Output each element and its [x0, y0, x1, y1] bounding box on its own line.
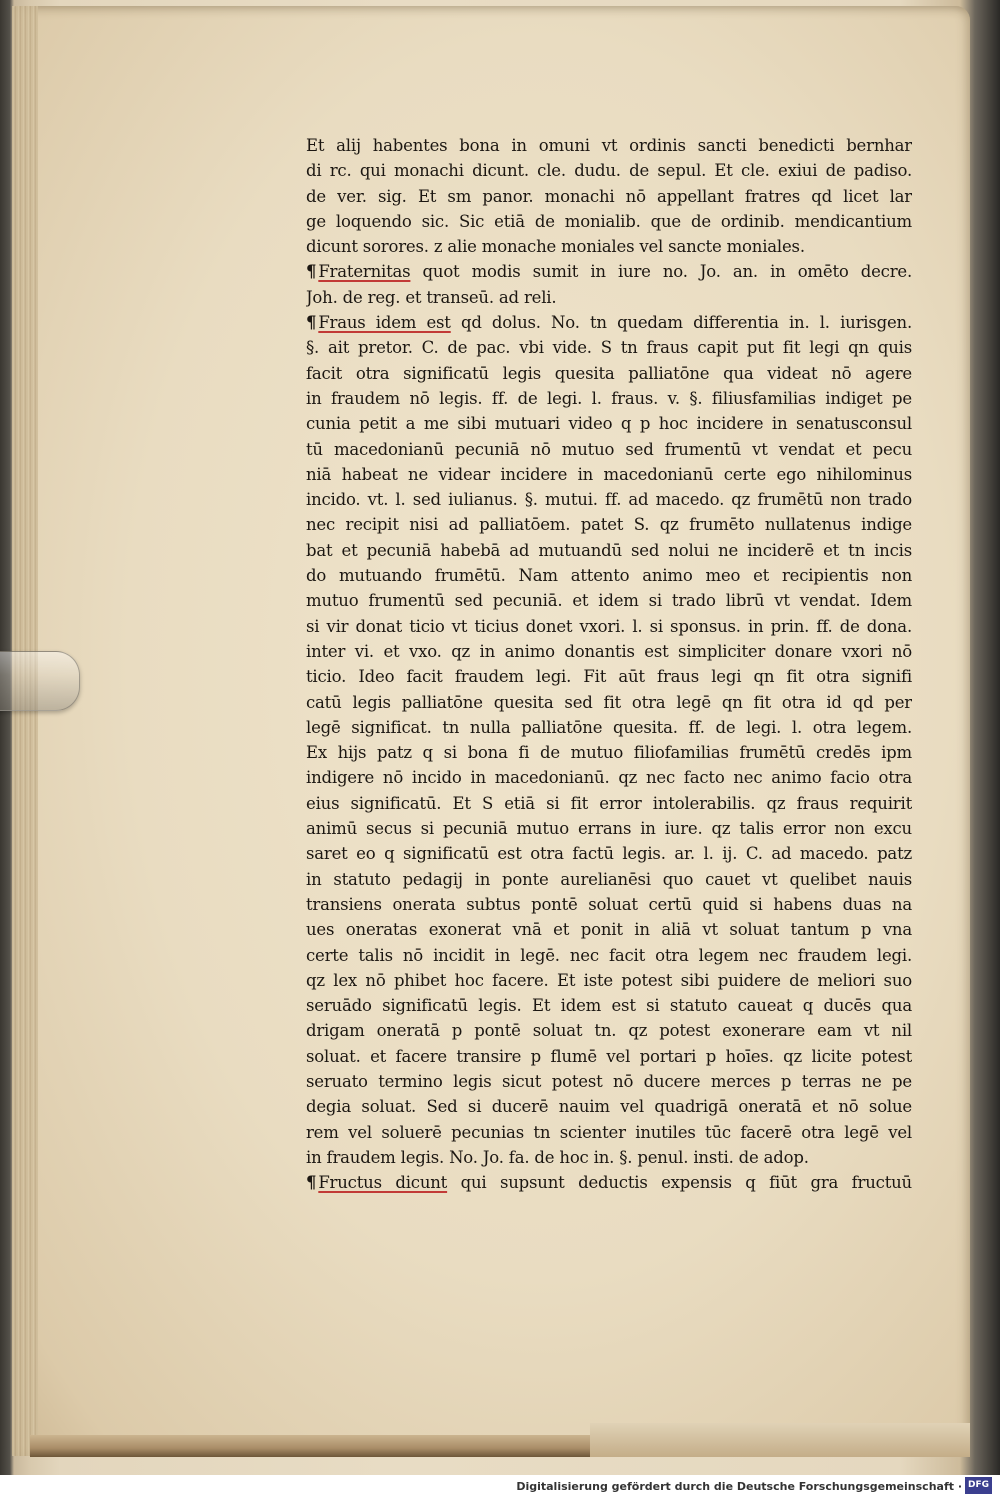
- text-line: [306, 386, 912, 411]
- line-text: catū legis palliatōne quesita sed fit otra legē qn fit otra id qd per: [306, 692, 912, 712]
- line-text: animū secus si pecuniā mutuo errans in iure. qz talis error non excu: [306, 819, 912, 839]
- line-text: de ver. sig. Et sm panor. monachi nō appellant fratres qd licet lar: [306, 186, 912, 206]
- text-line: [306, 968, 912, 993]
- text-line: [306, 664, 912, 689]
- line-text: bat et pecuniā habebā ad mutuandū sed nolui ne inciderē et tn incis: [306, 540, 912, 560]
- line-text: rem vel soluerē pecunias tn scienter inutiles tūc facerē otra legē vel: [306, 1122, 912, 1142]
- line-text: in fraudem nō legis. ff. de legi. l. fraus. v. §. filiusfamilias indiget pe: [306, 388, 912, 408]
- text-line: [306, 538, 912, 563]
- text-line: [306, 816, 912, 841]
- line-text: quot modis sumit in iure no. Jo. an. in omēto decre.: [410, 262, 912, 282]
- line-text: certe talis nō incidit in legē. nec facit otra legem nec fraudem legi.: [306, 945, 912, 965]
- rubric-heading: Fraternitas: [318, 262, 411, 282]
- text-line: [306, 993, 912, 1018]
- text-line: [306, 209, 912, 234]
- text-line: [306, 310, 912, 335]
- text-line: [306, 259, 912, 284]
- line-text: indigere nō incido in macedonianū. qz nec facto nec animo facio otra: [306, 768, 912, 788]
- text-line: [306, 1145, 912, 1170]
- line-text: niā habeat ne videar incidere in macedonianū certe ego nihilominus: [306, 464, 912, 484]
- line-text: drigam oneratā p pontē soluat tn. qz potest exonerare eam vt nil: [306, 1021, 912, 1041]
- line-text: di rc. qui monachi dicunt. cle. dudu. de sepul. Et cle. exiui de padiso.: [306, 161, 912, 181]
- book-bottom-block: [590, 1423, 970, 1457]
- text-line: [306, 943, 912, 968]
- line-text: eius significatū. Et S etiā si fit error intolerabilis. qz fraus requirit: [306, 793, 912, 813]
- line-text: dicunt sorores. z alie monache moniales vel sancte moniales.: [306, 237, 805, 257]
- line-text: qui supsunt deductis expensis q fiūt gra fructuū: [447, 1173, 912, 1193]
- line-text: ticio. Ideo facit fraudem legi. Fit aūt fraus legi qn fit otra signifi: [306, 667, 912, 687]
- text-line: [306, 335, 912, 360]
- text-line: [306, 740, 912, 765]
- text-line: [306, 715, 912, 740]
- line-text: qz lex nō phibet hoc facere. Et iste potest sibi puidere de meliori suo: [306, 970, 912, 990]
- line-text: incido. vt. l. sed iulianus. §. mutui. ff. ad macedo. qz frumētū non trado: [306, 490, 912, 510]
- page-stack-edge: [12, 6, 38, 1456]
- text-line: [306, 184, 912, 209]
- line-text: ues oneratas exonerat vnā et ponit in aliā vt soluat tantum p vna: [306, 920, 912, 940]
- text-line: [306, 462, 912, 487]
- line-text: ge loquendo sic. Sic etiā de monialib. que de ordinib. mendicantium: [306, 211, 912, 231]
- text-line: [306, 1044, 912, 1069]
- text-column: [306, 133, 912, 1195]
- text-line: [306, 841, 912, 866]
- text-line: [306, 1094, 912, 1119]
- pilcrow-mark: ¶: [306, 1173, 317, 1193]
- text-line: [306, 487, 912, 512]
- line-text: in fraudem legis. No. Jo. fa. de hoc in. §. penul. insti. de adop.: [306, 1147, 809, 1167]
- text-line: [306, 234, 912, 259]
- rubric-heading: Fraus idem est: [318, 313, 451, 333]
- text-line: [306, 563, 912, 588]
- text-line: [306, 1018, 912, 1043]
- text-line: [306, 765, 912, 790]
- text-line: [306, 639, 912, 664]
- dfg-logo: DFG: [965, 1477, 992, 1494]
- line-text: Et alij habentes bona in omuni vt ordinis sancti benedicti bernhar: [306, 136, 912, 155]
- text-line: [306, 512, 912, 537]
- text-line: [306, 690, 912, 715]
- line-text: nec recipit nisi ad palliatōem. patet S. qz frumēto nullatenus indige: [306, 515, 912, 535]
- line-text: facit otra significatū legis quesita palliatōne qua videat nō agere: [306, 363, 912, 383]
- line-text: saret eo q significatū est otra factū legis. ar. l. ij. C. ad macedo. patz: [306, 844, 912, 864]
- line-text: Ex hijs patz q si bona fi de mutuo filiofamilias frumētū credēs ipm: [306, 743, 912, 763]
- rubric-heading: Fructus dicunt: [318, 1173, 448, 1193]
- line-text: §. ait pretor. C. de pac. vbi vide. S tn fraus capit put fit legi qn quis: [306, 338, 912, 358]
- text-line: [306, 867, 912, 892]
- line-text: soluat. et facere transire p flumē vel portari p hoīes. qz licite potest: [306, 1046, 912, 1066]
- footer-credit: Digitalisierung gefördert durch die Deutsche Forschungsgemeinschaft ·: [516, 1480, 962, 1493]
- line-text: cunia petit a me sibi mutuari video q p hoc incidere in senatusconsul: [306, 414, 912, 434]
- text-line: [306, 411, 912, 436]
- line-text: mutuo frumentū sed pecuniā. et idem si trado librū vt vendat. Idem: [306, 591, 912, 611]
- line-text: si vir donat ticio vt ticius donet vxori. l. si sponsus. in prin. ff. de dona.: [306, 616, 912, 636]
- line-text: seruato termino legis sicut potest nō ducere merces p terras ne pe: [306, 1071, 912, 1091]
- text-line: [306, 614, 912, 639]
- line-text: in statuto pedagij in ponte aurelianēsi quo cauet vt quelibet nauis: [306, 869, 912, 889]
- line-text: Joh. de reg. et transeū. ad reli.: [306, 287, 557, 307]
- pilcrow-mark: ¶: [306, 262, 317, 282]
- text-line: [306, 361, 912, 386]
- line-text: seruādo significatū legis. Et idem est si statuto caueat q ducēs qua: [306, 996, 912, 1016]
- text-line: [306, 1069, 912, 1094]
- text-line: [306, 437, 912, 462]
- text-line: [306, 285, 912, 310]
- line-text: transiens onerata subtus pontē soluat certū quid si habens duas na: [306, 894, 912, 914]
- text-line: [306, 917, 912, 942]
- text-line: [306, 133, 912, 158]
- pilcrow-mark: ¶: [306, 313, 317, 333]
- line-text: inter vi. et vxo. qz in animo donantis est simpliciter donare vxori nō: [306, 641, 912, 661]
- line-text: qd dolus. No. tn quedam differentia in. l. iurisgen.: [450, 313, 912, 333]
- text-line: [306, 791, 912, 816]
- text-line: [306, 158, 912, 183]
- line-text: tū macedonianū pecuniā nō mutuo sed frumentū vt vendat et pecu: [306, 439, 912, 459]
- text-line: [306, 892, 912, 917]
- text-line: [306, 1170, 912, 1195]
- line-text: legē significat. tn nulla palliatōne quesita. ff. de legi. l. otra legem.: [306, 717, 912, 737]
- text-line: [306, 588, 912, 613]
- line-text: do mutuando frumētū. Nam attento animo meo et recipientis non: [306, 566, 912, 586]
- line-text: degia soluat. Sed si ducerē nauim vel quadrigā oneratā et nō solue: [306, 1097, 912, 1117]
- text-line: [306, 1120, 912, 1145]
- page-clip: [0, 651, 80, 711]
